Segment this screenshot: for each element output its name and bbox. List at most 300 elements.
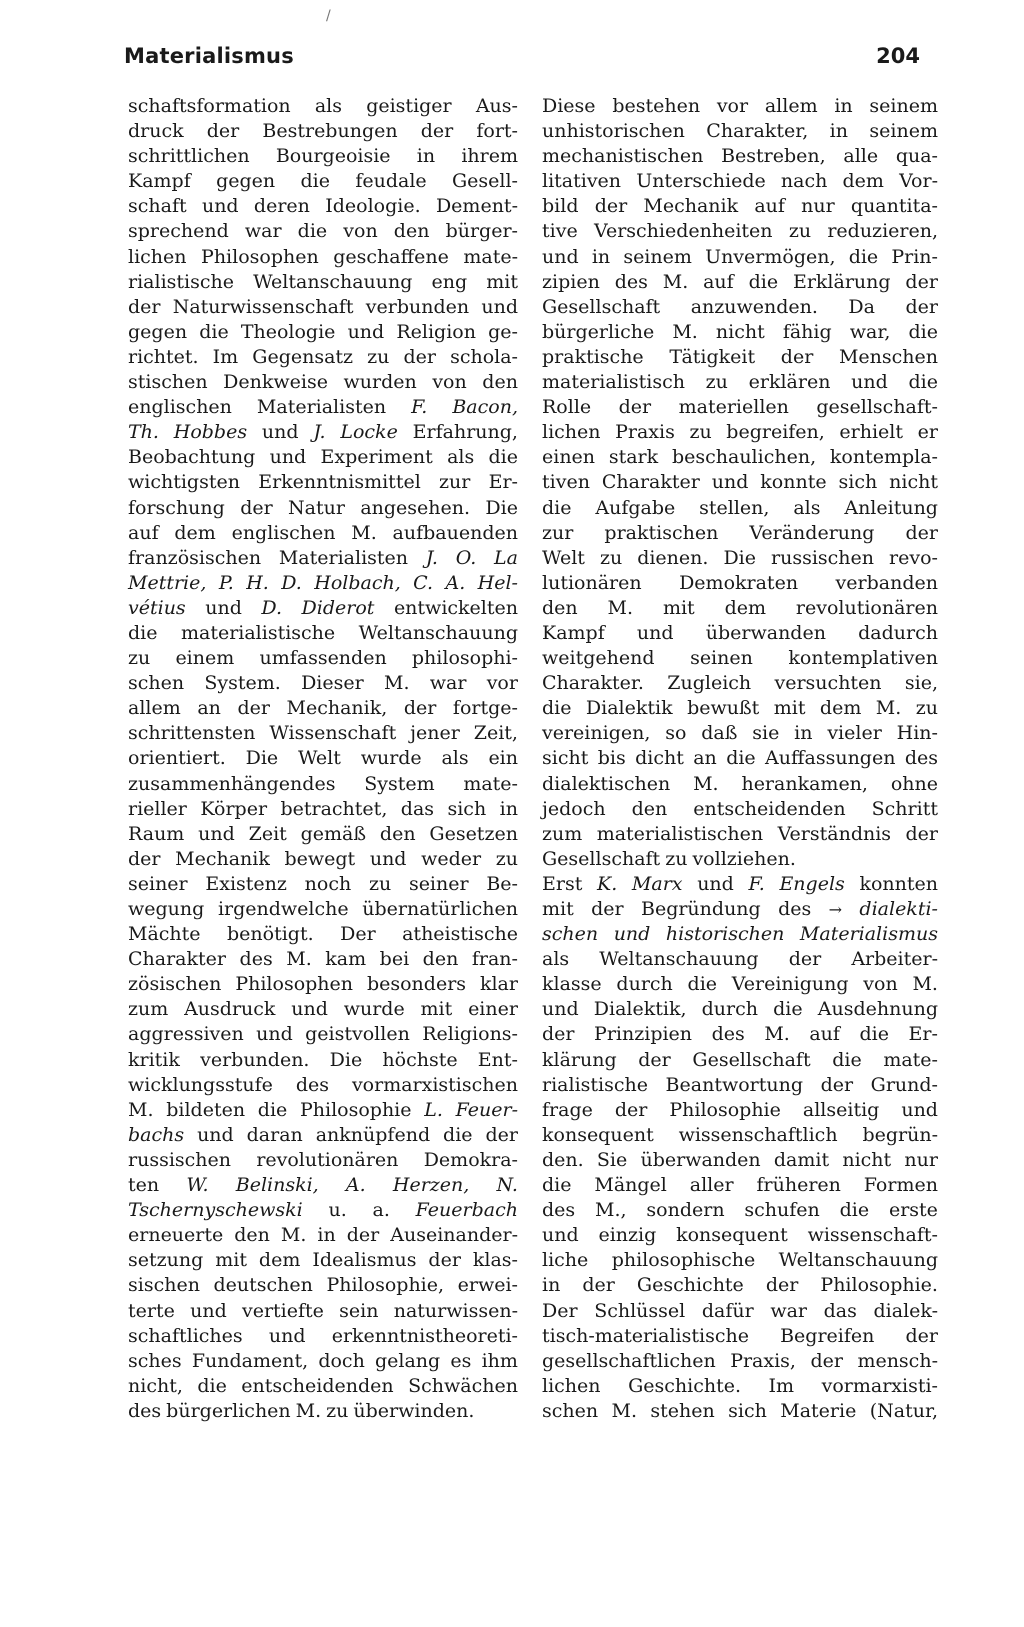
word: überwanden: [705, 621, 826, 644]
word: vieler: [827, 722, 882, 745]
word: Weltanschauung: [599, 948, 759, 971]
word: in: [317, 1224, 336, 1247]
text-line: [542, 1048, 938, 1073]
word: sich: [728, 1399, 767, 1422]
text-line: [128, 1324, 518, 1349]
word: übernatürlichen: [362, 898, 518, 920]
word: Erkenntnismittel: [258, 471, 421, 494]
word: Philosophie: [299, 1098, 412, 1121]
word: materiellen: [678, 396, 789, 419]
word: von: [343, 220, 378, 243]
word: Schwächen: [408, 1374, 518, 1397]
word: orientiert.: [128, 747, 226, 770]
word: bewegt: [284, 847, 356, 870]
text-line: [128, 395, 518, 420]
word: aufbauenden: [392, 521, 518, 544]
word: die: [687, 973, 718, 996]
word: Mechanik,: [286, 697, 388, 720]
word: auf: [809, 1023, 840, 1046]
word: Weltanschauung: [253, 270, 413, 293]
word: stischen: [128, 371, 208, 394]
word: des: [711, 1023, 745, 1046]
word: Zugleich: [667, 672, 752, 695]
word: entscheidenden: [693, 797, 846, 820]
word: stehen: [650, 1399, 715, 1422]
word: Philosophie: [669, 1098, 781, 1121]
italic-name: N.: [496, 1174, 518, 1197]
word: Denkweise: [223, 371, 328, 394]
word: Grund-: [870, 1073, 938, 1096]
text-line: [542, 1399, 938, 1424]
word: der: [346, 1224, 380, 1247]
word: Kampf: [128, 170, 191, 193]
word: fortge-: [452, 697, 518, 720]
italic-name: und: [613, 923, 651, 946]
word: Die: [245, 747, 279, 770]
word: philosophi-: [411, 647, 518, 670]
word: zu: [128, 647, 151, 670]
italic-name: F.: [748, 872, 765, 895]
word: a.: [372, 1199, 390, 1222]
word: stark: [608, 446, 659, 469]
text-line: [542, 1299, 938, 1324]
word: die: [297, 220, 328, 243]
word: nicht,: [128, 1374, 183, 1397]
word: zu: [495, 847, 518, 870]
word: die: [839, 1199, 870, 1222]
word: vormarxisti-: [821, 1374, 938, 1397]
word: Rolle: [542, 396, 592, 419]
word: zu: [368, 872, 392, 895]
text-line: [128, 1173, 518, 1198]
italic-name: Diderot: [301, 596, 375, 619]
word: als: [542, 948, 570, 971]
word: der: [905, 270, 938, 293]
word: Charakter: [601, 471, 700, 494]
word: vollziehen.: [692, 847, 796, 870]
word: den: [379, 822, 416, 845]
word: bürgerlichen: [166, 1399, 291, 1422]
text-line: [542, 119, 938, 144]
italic-name: A.: [445, 571, 466, 594]
word: seinen: [690, 647, 753, 670]
word: kam: [325, 948, 367, 971]
text-line: [128, 1223, 518, 1248]
word: und: [347, 320, 385, 343]
text-line: [542, 1148, 938, 1173]
word: lichen: [542, 421, 601, 444]
word: Verschiedenheiten: [593, 220, 773, 243]
word: nicht: [842, 1148, 892, 1171]
word: Schritt: [871, 797, 938, 820]
text-line: [542, 320, 938, 345]
word: Unvermögen,: [705, 245, 836, 268]
word: wurde: [360, 747, 422, 770]
text-line: [542, 445, 938, 470]
word: so: [665, 722, 687, 745]
word: fort-: [476, 120, 518, 143]
word: Erst: [542, 872, 583, 895]
text-line: [542, 571, 938, 596]
word: Der: [340, 923, 376, 946]
word: die: [443, 1123, 473, 1146]
word: Die: [723, 546, 756, 569]
word: seinem: [623, 245, 692, 268]
word: und: [901, 1098, 938, 1121]
word: Bestreben,: [721, 145, 826, 168]
word: damit: [773, 1148, 830, 1171]
word: Idealismus: [312, 1249, 417, 1272]
word: ohne: [890, 772, 938, 795]
word: Mechanik: [175, 847, 270, 870]
word: gegen: [128, 320, 188, 343]
word: kontemplativen: [788, 647, 938, 670]
word: zu: [915, 697, 938, 720]
italic-name: Materialismus: [799, 923, 938, 946]
word: wichtigsten: [128, 471, 240, 494]
word: M.: [693, 772, 719, 795]
text-line: [542, 1098, 938, 1123]
word: unhistorischen: [542, 120, 685, 143]
italic-name: Feuerbach: [415, 1199, 518, 1222]
word: erwei-: [457, 1274, 518, 1297]
italic-name: J.: [313, 421, 326, 444]
word: Ent-: [477, 1048, 518, 1071]
word: dem: [724, 596, 766, 619]
word: der: [237, 697, 270, 720]
word: lichen: [542, 1374, 601, 1397]
word: durch: [616, 973, 673, 996]
word: Auffassungen: [765, 747, 896, 770]
word: Vor-: [899, 170, 938, 193]
text-line: [542, 194, 938, 219]
word: sischen: [128, 1274, 200, 1297]
word: praktischen: [604, 521, 719, 544]
word: dienen.: [637, 546, 709, 569]
word: Natur: [288, 496, 345, 519]
word: die: [848, 245, 879, 268]
word: nur: [801, 195, 835, 218]
word: Aus-: [475, 95, 518, 117]
word: Welt: [297, 747, 341, 770]
word: der: [905, 521, 938, 544]
word: konsequent: [676, 1224, 788, 1247]
word: durch: [701, 998, 759, 1021]
word: dem: [174, 521, 216, 544]
italic-name: W.: [186, 1174, 209, 1197]
word: Geschichte.: [628, 1374, 741, 1397]
italic-name: dialekti-: [859, 898, 938, 920]
word: doch: [318, 1349, 365, 1372]
word: Gesellschaft: [542, 295, 661, 318]
word: und: [268, 1324, 306, 1347]
word: Ideologie.: [325, 195, 421, 218]
word: und: [711, 471, 749, 494]
word: umfassenden: [259, 647, 387, 670]
word: angesehen.: [360, 496, 471, 519]
word: zu: [788, 220, 812, 243]
word: des: [614, 270, 648, 293]
word: alle: [843, 145, 879, 168]
text-line: [542, 1173, 938, 1198]
word: schaftsformation: [128, 95, 291, 117]
word: bei: [379, 948, 410, 971]
text-line: [128, 1374, 518, 1399]
word: lutionären: [542, 571, 642, 594]
word: Die: [329, 1048, 363, 1071]
word: ten: [128, 1174, 160, 1197]
word: aller: [689, 1174, 734, 1197]
text-line: [542, 847, 938, 872]
text-line: [542, 1022, 938, 1047]
word: die: [726, 747, 756, 770]
word: kontempla-: [829, 446, 938, 469]
word: zösischen: [128, 973, 222, 996]
text-line: [542, 922, 938, 947]
word: der: [128, 295, 161, 318]
italic-name: Mettrie,: [128, 571, 207, 594]
text-line: [542, 1073, 938, 1098]
word: Dialektik,: [593, 998, 687, 1021]
word: Mängel: [594, 1174, 667, 1197]
word: Philosophen: [201, 245, 319, 268]
word: schen: [128, 672, 185, 695]
word: bewußt: [687, 697, 760, 720]
word: zu: [326, 1399, 349, 1422]
word: M.,: [595, 1199, 627, 1222]
word: M.: [351, 521, 377, 544]
italic-name: historischen: [665, 923, 785, 946]
word: sprechend: [128, 220, 229, 243]
text-line: [128, 671, 518, 696]
text-line: [542, 295, 938, 320]
text-line: [128, 1022, 518, 1047]
italic-name: Hel-: [477, 571, 518, 594]
word: fran-: [471, 948, 518, 971]
text-line: [128, 1299, 518, 1324]
word: von: [863, 973, 898, 996]
word: schufen: [744, 1199, 820, 1222]
word: sein: [339, 1299, 379, 1322]
word: die: [257, 1098, 288, 1121]
word: Praxis: [615, 421, 675, 444]
italic-name: Marx: [631, 872, 683, 895]
word: es: [450, 1349, 472, 1372]
text-line: [542, 94, 938, 119]
italic-name: bachs: [128, 1123, 185, 1146]
text-line: [128, 295, 518, 320]
word: Dialektik: [585, 697, 673, 720]
word: und: [190, 1299, 227, 1322]
word: Vereinigung: [731, 973, 849, 996]
word: wegung: [128, 898, 205, 920]
text-line: [128, 1123, 518, 1148]
word: fähig: [782, 320, 832, 343]
text-line: [542, 1324, 938, 1349]
word: Mechanik: [643, 195, 739, 218]
text-line: [542, 872, 938, 897]
word: stellen,: [699, 496, 770, 519]
word: bis: [597, 747, 626, 770]
word: Erfahrung,: [412, 421, 518, 444]
word: Welt: [542, 546, 585, 569]
word: nicht: [889, 471, 938, 494]
text-line: [128, 646, 518, 671]
word: M.: [611, 1399, 637, 1422]
word: zur: [542, 521, 574, 544]
text-line: [128, 596, 518, 621]
word: ihm: [481, 1349, 518, 1372]
word: weder: [421, 847, 482, 870]
word: englischen: [128, 396, 232, 419]
word: Dieser: [301, 672, 364, 695]
word: lichen: [128, 245, 187, 268]
text-line: [542, 596, 938, 621]
word: dem: [842, 170, 884, 193]
word: sicht: [542, 747, 589, 770]
text-line: [542, 169, 938, 194]
word: und: [201, 195, 239, 218]
word: mit: [486, 270, 518, 293]
word: der: [420, 120, 454, 143]
text-line: [542, 746, 938, 771]
text-line: [542, 797, 938, 822]
word: mit: [542, 898, 574, 920]
word: Formen: [863, 1174, 938, 1197]
text-line: [542, 1374, 938, 1399]
word: mit: [420, 998, 453, 1021]
word: Naturwissenschaft: [172, 295, 354, 318]
word: Auseinander-: [390, 1224, 518, 1247]
word: der: [428, 1249, 461, 1272]
word: Anleitung: [844, 496, 938, 519]
word: russischen: [771, 546, 875, 569]
word: dem: [258, 1249, 301, 1272]
word: den.: [542, 1148, 584, 1171]
text-line: [128, 270, 518, 295]
text-line: [542, 1198, 938, 1223]
word: mensch-: [857, 1349, 938, 1372]
word: und: [697, 872, 734, 895]
running-head-title: Materialismus: [124, 44, 294, 68]
word: schaftliches: [128, 1324, 243, 1347]
word: weitgehend: [542, 647, 655, 670]
word: erklären: [748, 371, 831, 394]
word: daran: [246, 1123, 303, 1146]
text-line: [542, 370, 938, 395]
word: Materie: [780, 1399, 857, 1422]
italic-name: Herzen,: [392, 1174, 470, 1197]
word: Diese: [542, 95, 596, 117]
text-line: [128, 370, 518, 395]
word: allseitig: [802, 1098, 880, 1121]
text-line: [128, 897, 518, 922]
right-text-column: [542, 94, 938, 1424]
italic-name: F.: [411, 396, 428, 419]
word: Ausdehnung: [817, 998, 938, 1021]
word: revolutionären: [256, 1148, 399, 1171]
word: der: [582, 1274, 615, 1297]
word: konsequent: [542, 1123, 654, 1146]
word: M.: [875, 697, 902, 720]
word: klasse: [542, 973, 602, 996]
word: bestehen: [612, 95, 701, 117]
text-line: [128, 1073, 518, 1098]
word: vertiefte: [241, 1299, 324, 1322]
word: M.: [912, 973, 938, 996]
word: ein: [488, 747, 518, 770]
word: zusammenhängendes: [128, 772, 336, 795]
word: M.: [286, 948, 312, 971]
word: gelang: [375, 1349, 441, 1372]
word: und: [542, 245, 579, 268]
word: und: [198, 822, 235, 845]
word: qua-: [895, 145, 938, 168]
italic-name: Holbach,: [314, 571, 401, 594]
text-line: [542, 470, 938, 495]
word: Weltanschauung: [778, 1249, 938, 1272]
word: rialistische: [542, 1073, 648, 1096]
word: zum: [542, 822, 583, 845]
word: des: [239, 948, 273, 971]
word: beschaulichen,: [671, 446, 817, 469]
word: nur: [904, 1148, 938, 1171]
word: mate-: [463, 772, 518, 795]
text-line: [128, 872, 518, 897]
italic-name: vétius: [128, 596, 186, 619]
word: Arbeiter-: [851, 948, 938, 971]
word: vormarxistischen: [351, 1073, 518, 1096]
italic-name: Locke: [340, 421, 398, 444]
word: der: [788, 948, 822, 971]
italic-name: Belinski,: [235, 1174, 319, 1197]
word: Dement-: [435, 195, 518, 218]
word: M.: [672, 320, 698, 343]
word: nach: [780, 170, 828, 193]
word: materialistische: [180, 621, 336, 644]
word: M.: [764, 1023, 790, 1046]
word: mit: [773, 697, 806, 720]
text-line: [128, 144, 518, 169]
word: als: [447, 446, 475, 469]
word: zum: [128, 998, 169, 1021]
word: das: [400, 797, 435, 820]
word: Geschichte: [636, 1274, 744, 1297]
word: einer: [468, 998, 518, 1021]
word: zur: [439, 471, 471, 494]
word: und: [205, 596, 242, 619]
word: Aufgabe: [595, 496, 676, 519]
text-line: [542, 997, 938, 1022]
word: Charakter: [128, 948, 226, 971]
italic-name: C.: [413, 571, 434, 594]
italic-name: K.: [597, 872, 618, 895]
word: verbanden: [835, 571, 938, 594]
word: Charakter.: [542, 672, 644, 695]
word: der: [638, 1048, 671, 1071]
word: System.: [204, 672, 281, 695]
word: irgendwelche: [217, 898, 349, 920]
word: der: [810, 1349, 843, 1372]
word: in: [499, 797, 518, 820]
word: der: [905, 822, 938, 845]
word: Der: [542, 1299, 578, 1322]
word: bürger-: [445, 220, 518, 243]
text-line: [128, 470, 518, 495]
word: Praxis,: [730, 1349, 796, 1372]
word: Im: [212, 345, 239, 368]
word: des: [904, 747, 938, 770]
